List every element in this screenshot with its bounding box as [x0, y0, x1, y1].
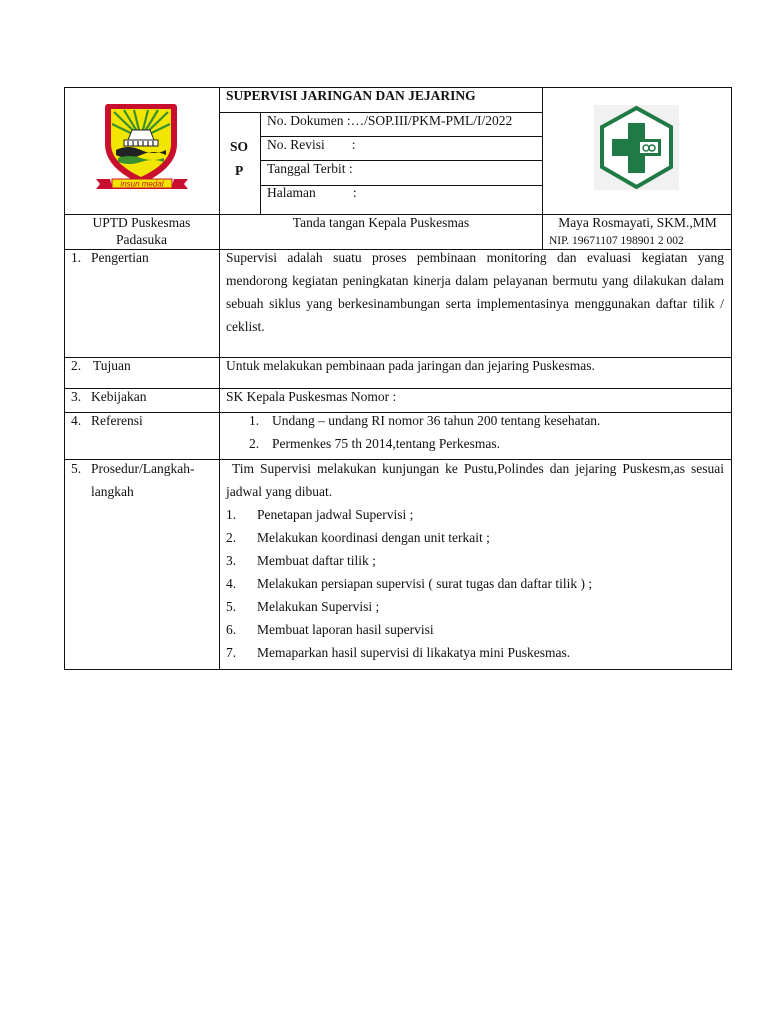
definition-text: Supervisi adalah suatu proses pembinaan monitoring dan evaluasi kegiatan yang mendorong kegiatan peningkatan kinerja dalam pelayanan bermutu yang dilakukan dalam sebuah siklus yang berkesinambungan serta implementasinya menggunakan daftar tilik / ceklist.	[226, 250, 724, 334]
page-count: Halaman :	[267, 185, 357, 200]
svg-text:insun medal: insun medal	[120, 179, 164, 189]
definition-number: 1.	[71, 250, 82, 265]
procedure-step-text: Melakukan Supervisi ;	[257, 599, 380, 614]
document-title: SUPERVISI JARINGAN DAN JEJARING	[226, 88, 476, 103]
policy-number: 3.	[71, 389, 82, 404]
sop-document-table	[64, 87, 732, 670]
reference-item-text: Undang – undang RI nomor 36 tahun 200 tentang kesehatan.	[272, 413, 601, 428]
sop-label-divider	[260, 112, 261, 214]
revision-number: No. Revisi :	[267, 137, 356, 152]
purpose-label: Tujuan	[93, 358, 131, 373]
purpose-text: Untuk melakukan pembinaan pada jaringan dan jejaring Puskesmas.	[226, 358, 595, 373]
issue-date: Tanggal Terbit :	[267, 161, 353, 176]
health-logo-frame	[594, 105, 679, 190]
procedure-step-number: 1.	[226, 507, 237, 522]
procedure-step-number: 6.	[226, 622, 237, 637]
policy-label: Kebijakan	[91, 389, 147, 404]
health-ministry-icon	[594, 105, 679, 190]
reference-item-number: 2.	[249, 436, 260, 451]
document-number: No. Dokumen :…/SOP.III/PKM-PML/I/2022	[267, 113, 513, 128]
reference-item-number: 1.	[249, 413, 260, 428]
table-border-bottom	[64, 669, 732, 670]
procedure-step-number: 5.	[226, 599, 237, 614]
references-number: 4.	[71, 413, 82, 428]
table-border-left	[64, 87, 65, 670]
references-label: Referensi	[91, 413, 143, 428]
sop-label-line2: P	[235, 163, 244, 178]
procedure-step-text: Penetapan jadwal Supervisi ;	[257, 507, 414, 522]
reference-item-text: Permenkes 75 th 2014,tentang Perkesmas.	[272, 436, 500, 451]
policy-text: SK Kepala Puskesmas Nomor :	[226, 389, 397, 404]
procedure-step-number: 3.	[226, 553, 237, 568]
head-nip: NIP. 19671107 198901 2 002	[549, 235, 684, 247]
regional-crest-icon	[92, 100, 192, 195]
procedure-step-text: Melakukan koordinasi dengan unit terkait ;	[257, 530, 490, 545]
procedure-number: 5.	[71, 461, 82, 476]
procedure-step-text: Membuat daftar tilik ;	[257, 553, 376, 568]
table-border-right	[731, 87, 732, 670]
unit-name-line1: UPTD Puskesmas	[92, 215, 191, 230]
procedure-step-number: 4.	[226, 576, 237, 591]
head-name: Maya Rosmayati, SKM.,MM	[558, 215, 717, 230]
header-right-divider	[542, 87, 543, 214]
procedure-label-line1: Prosedur/Langkah-	[91, 461, 195, 476]
unit-name-line2: Padasuka	[116, 232, 167, 247]
procedure-step-text: Melakukan persiapan supervisi ( surat tugas dan daftar tilik ) ;	[257, 576, 593, 591]
procedure-intro: Tim Supervisi melakukan kunjungan ke Pustu,Polindes dan jejaring Puskesm,as sesuai jadwal yang dibuat.	[226, 461, 724, 499]
signature-caption: Tanda tangan Kepala Puskesmas	[292, 215, 470, 230]
procedure-step-text: Membuat laporan hasil supervisi	[257, 622, 434, 637]
sop-label-line1: SO	[230, 139, 249, 154]
procedure-step-text: Memaparkan hasil supervisi di likakatya mini Puskesmas.	[257, 645, 571, 660]
row-divider-policy	[64, 388, 732, 389]
definition-label: Pengertian	[91, 250, 149, 265]
procedure-step-number: 7.	[226, 645, 237, 660]
column-divider	[219, 87, 220, 670]
purpose-number: 2.	[71, 358, 82, 373]
procedure-step-number: 2.	[226, 530, 237, 545]
procedure-label-line2: langkah	[91, 484, 134, 499]
